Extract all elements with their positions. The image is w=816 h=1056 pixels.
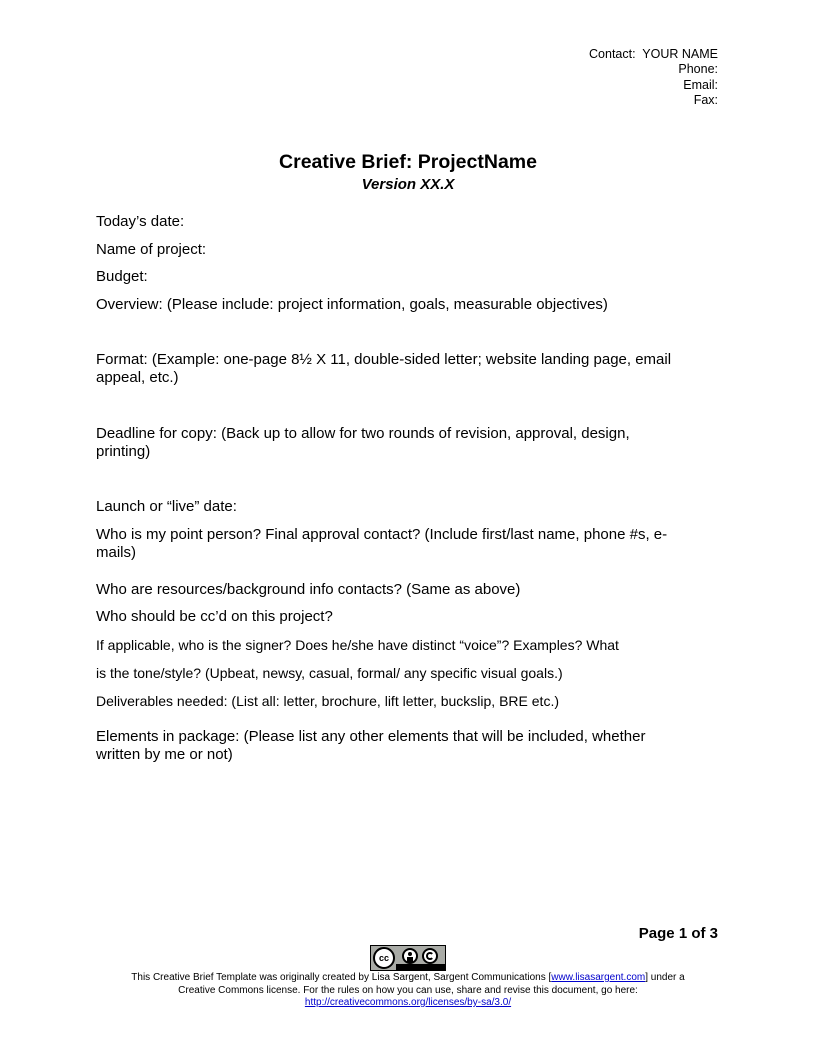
- field-signer: If applicable, who is the signer? Does he/she have distinct “voice”? Examples? What: [96, 637, 619, 653]
- footer-text-1: This Creative Brief Template was originally created by Lisa Sargent, Sargent Communications [: [131, 972, 552, 983]
- sa-icon: [422, 948, 438, 964]
- contact-email: Email:: [683, 77, 718, 92]
- cc-by-sa-icon: [370, 945, 446, 971]
- field-deliverables: Deliverables needed: (List all: letter, brochure, lift letter, buckslip, BRE etc.): [96, 693, 559, 709]
- contact-fax: Fax:: [693, 92, 718, 107]
- field-cc: Who should be cc’d on this project?: [96, 608, 333, 625]
- field-budget: Budget:: [96, 268, 148, 285]
- page-title: Creative Brief: ProjectName: [279, 151, 537, 173]
- page-number: Page 1 of 3: [638, 925, 718, 942]
- license-link[interactable]: http://creativecommons.org/licenses/by-sa/3.0/: [304, 997, 512, 1008]
- footer-line-2: Creative Commons license. For the rules on how you can use, share and revise this document, go here:: [178, 984, 638, 996]
- version-subtitle: Version XX.X: [361, 176, 455, 193]
- field-format: Format: (Example: one-page 8½ X 11, double-sided letter; website landing page, email appeal, etc.): [96, 351, 676, 386]
- cc-icon: cc: [373, 947, 395, 969]
- field-elements: Elements in package: (Please list any other elements that will be included, whether written by me or not): [96, 728, 650, 763]
- field-deadline: Deadline for copy: (Back up to allow for two rounds of revision, approval, design, printing): [96, 425, 634, 460]
- field-launch-date: Launch or “live” date:: [96, 498, 237, 515]
- author-link[interactable]: www.lisasargent.com: [551, 972, 646, 983]
- footer-text-2: ] under a: [645, 972, 685, 983]
- footer-line-3: [0, 997, 816, 1010]
- contact-block: [589, 47, 718, 108]
- field-todays-date: Today’s date:: [96, 213, 185, 230]
- contact-phone: Phone:: [678, 62, 718, 77]
- footer-line-1: [0, 972, 816, 985]
- field-project-name: Name of project:: [96, 241, 207, 258]
- badge-strip: [396, 964, 445, 970]
- field-point-person: Who is my point person? Final approval contact? (Include first/last name, phone #s, e-mails): [96, 526, 668, 561]
- field-tone: is the tone/style? (Upbeat, newsy, casual, formal/ any specific visual goals.): [96, 665, 563, 681]
- footer-license: [0, 972, 816, 1010]
- by-icon: [402, 948, 418, 964]
- contact-name: Contact: YOUR NAME: [589, 47, 718, 61]
- field-resources: Who are resources/background info contacts? (Same as above): [96, 581, 521, 598]
- field-overview: Overview: (Please include: project information, goals, measurable objectives): [96, 296, 608, 313]
